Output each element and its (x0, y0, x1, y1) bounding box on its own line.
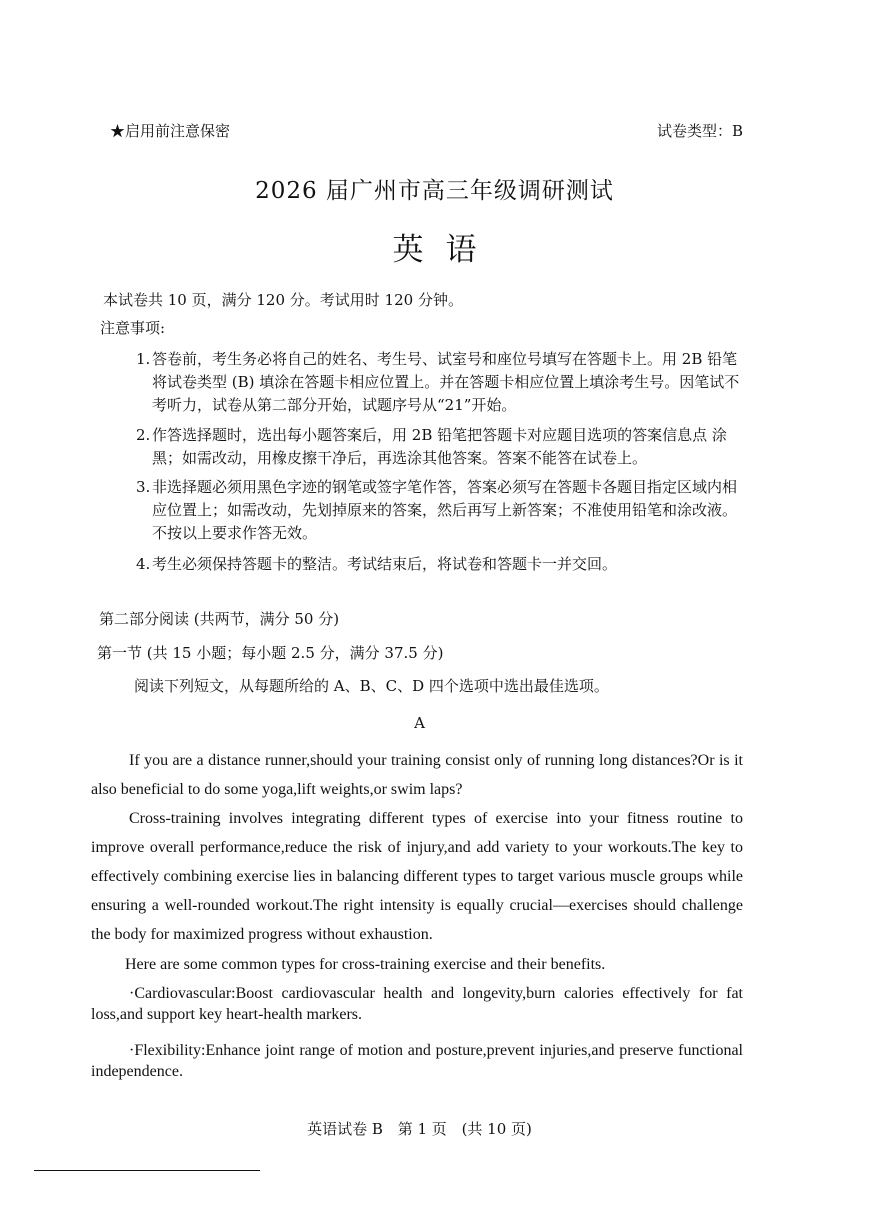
footer-total-pages: (共 10 页) (461, 1120, 532, 1138)
subject-title: 英语 (392, 232, 499, 268)
passage-paragraph-3: Here are some common types for cross-training exercise and their benefits. (125, 956, 606, 973)
page-footer (0, 1118, 839, 1139)
notice-item-4 (136, 553, 742, 576)
notice-text: 作答选择题时，选出每小题答案后，用 2B 铅笔把答题卡对应题目选项的答案信息点 涂黑；如需改动，用橡皮擦干净后，再选涂其他答案。答案不能答在试卷上。 (152, 426, 727, 467)
notice-item-1 (136, 348, 742, 417)
exam-title: 2026 届广州市高三年级调研测试 (255, 178, 614, 204)
passage-paragraph-2: Cross-training involves integrating different types of exercise into your fitness routine to improve overall performance,reduce the risk of injury,and add variety to your workouts.The key to effectively combining exercise lies in balancing different types to target various muscle groups while ensuring a well-rounded workout.The right intensity is equally crucial—exercises should challenge the body for maximized progress without exhaustion. (91, 810, 743, 943)
passage-paragraph-1: If you are a distance runner,should your training consist only of running long distances?Or is it also beneficial to do some yoga,lift weights,or swim laps? (91, 752, 743, 798)
notice-number: 1. (136, 350, 151, 368)
footer-page-number: 第 1 页 (397, 1120, 447, 1138)
notice-item-3 (136, 476, 742, 545)
footer-paper-name: 英语试卷 B (307, 1120, 383, 1138)
passage-paragraph-5: ·Flexibility:Enhance joint range of motion and posture,prevent injuries,and preserve functional independence. (91, 1042, 743, 1080)
notice-number: 3. (136, 478, 151, 496)
passage-label: A (414, 714, 425, 732)
exam-intro: 本试卷共 10 页，满分 120 分。考试用时 120 分钟。 (103, 291, 463, 309)
reading-instruction: 阅读下列短文，从每题所给的 A、B、C、D 四个选项中选出最佳选项。 (134, 677, 609, 695)
notice-text: 非选择题必须用黑色字迹的钢笔或签字笔作答，答案必须写在答题卡各题目指定区域内相应位置上；如需改动，先划掉原来的答案，然后再写上新答案；不准使用铅笔和涂改液。不按以上要求作答无效。 (152, 478, 738, 542)
section-heading: 第一节 (共 15 小题；每小题 2.5 分，满分 37.5 分) (97, 644, 444, 662)
notice-text: 考生必须保持答题卡的整洁。考试结束后，将试卷和答题卡一并交回。 (152, 555, 618, 573)
bottom-rule (34, 1170, 260, 1171)
notice-title: 注意事项: (100, 319, 166, 337)
notice-number: 2. (136, 426, 151, 444)
paper-type-label: 试卷类型：B (656, 122, 743, 140)
notice-item-2 (136, 424, 742, 470)
part-heading: 第二部分阅读 (共两节，满分 50 分) (99, 610, 340, 628)
confidential-label: ★启用前注意保密 (110, 122, 231, 140)
notice-number: 4. (136, 555, 151, 573)
passage-paragraph-4: ·Cardiovascular:Boost cardiovascular health and longevity,burn calories effectively for fat loss,and support key heart-health markers. (91, 985, 743, 1023)
notice-text: 答卷前，考生务必将自己的姓名、考生号、试室号和座位号填写在答题卡上。用 2B 铅笔将试卷类型 (B) 填涂在答题卡相应位置上。并在答题卡相应位置上填涂考生号。因笔试不考听力，试卷从第二部分开始，试题序号从“21”开始。 (152, 350, 740, 414)
